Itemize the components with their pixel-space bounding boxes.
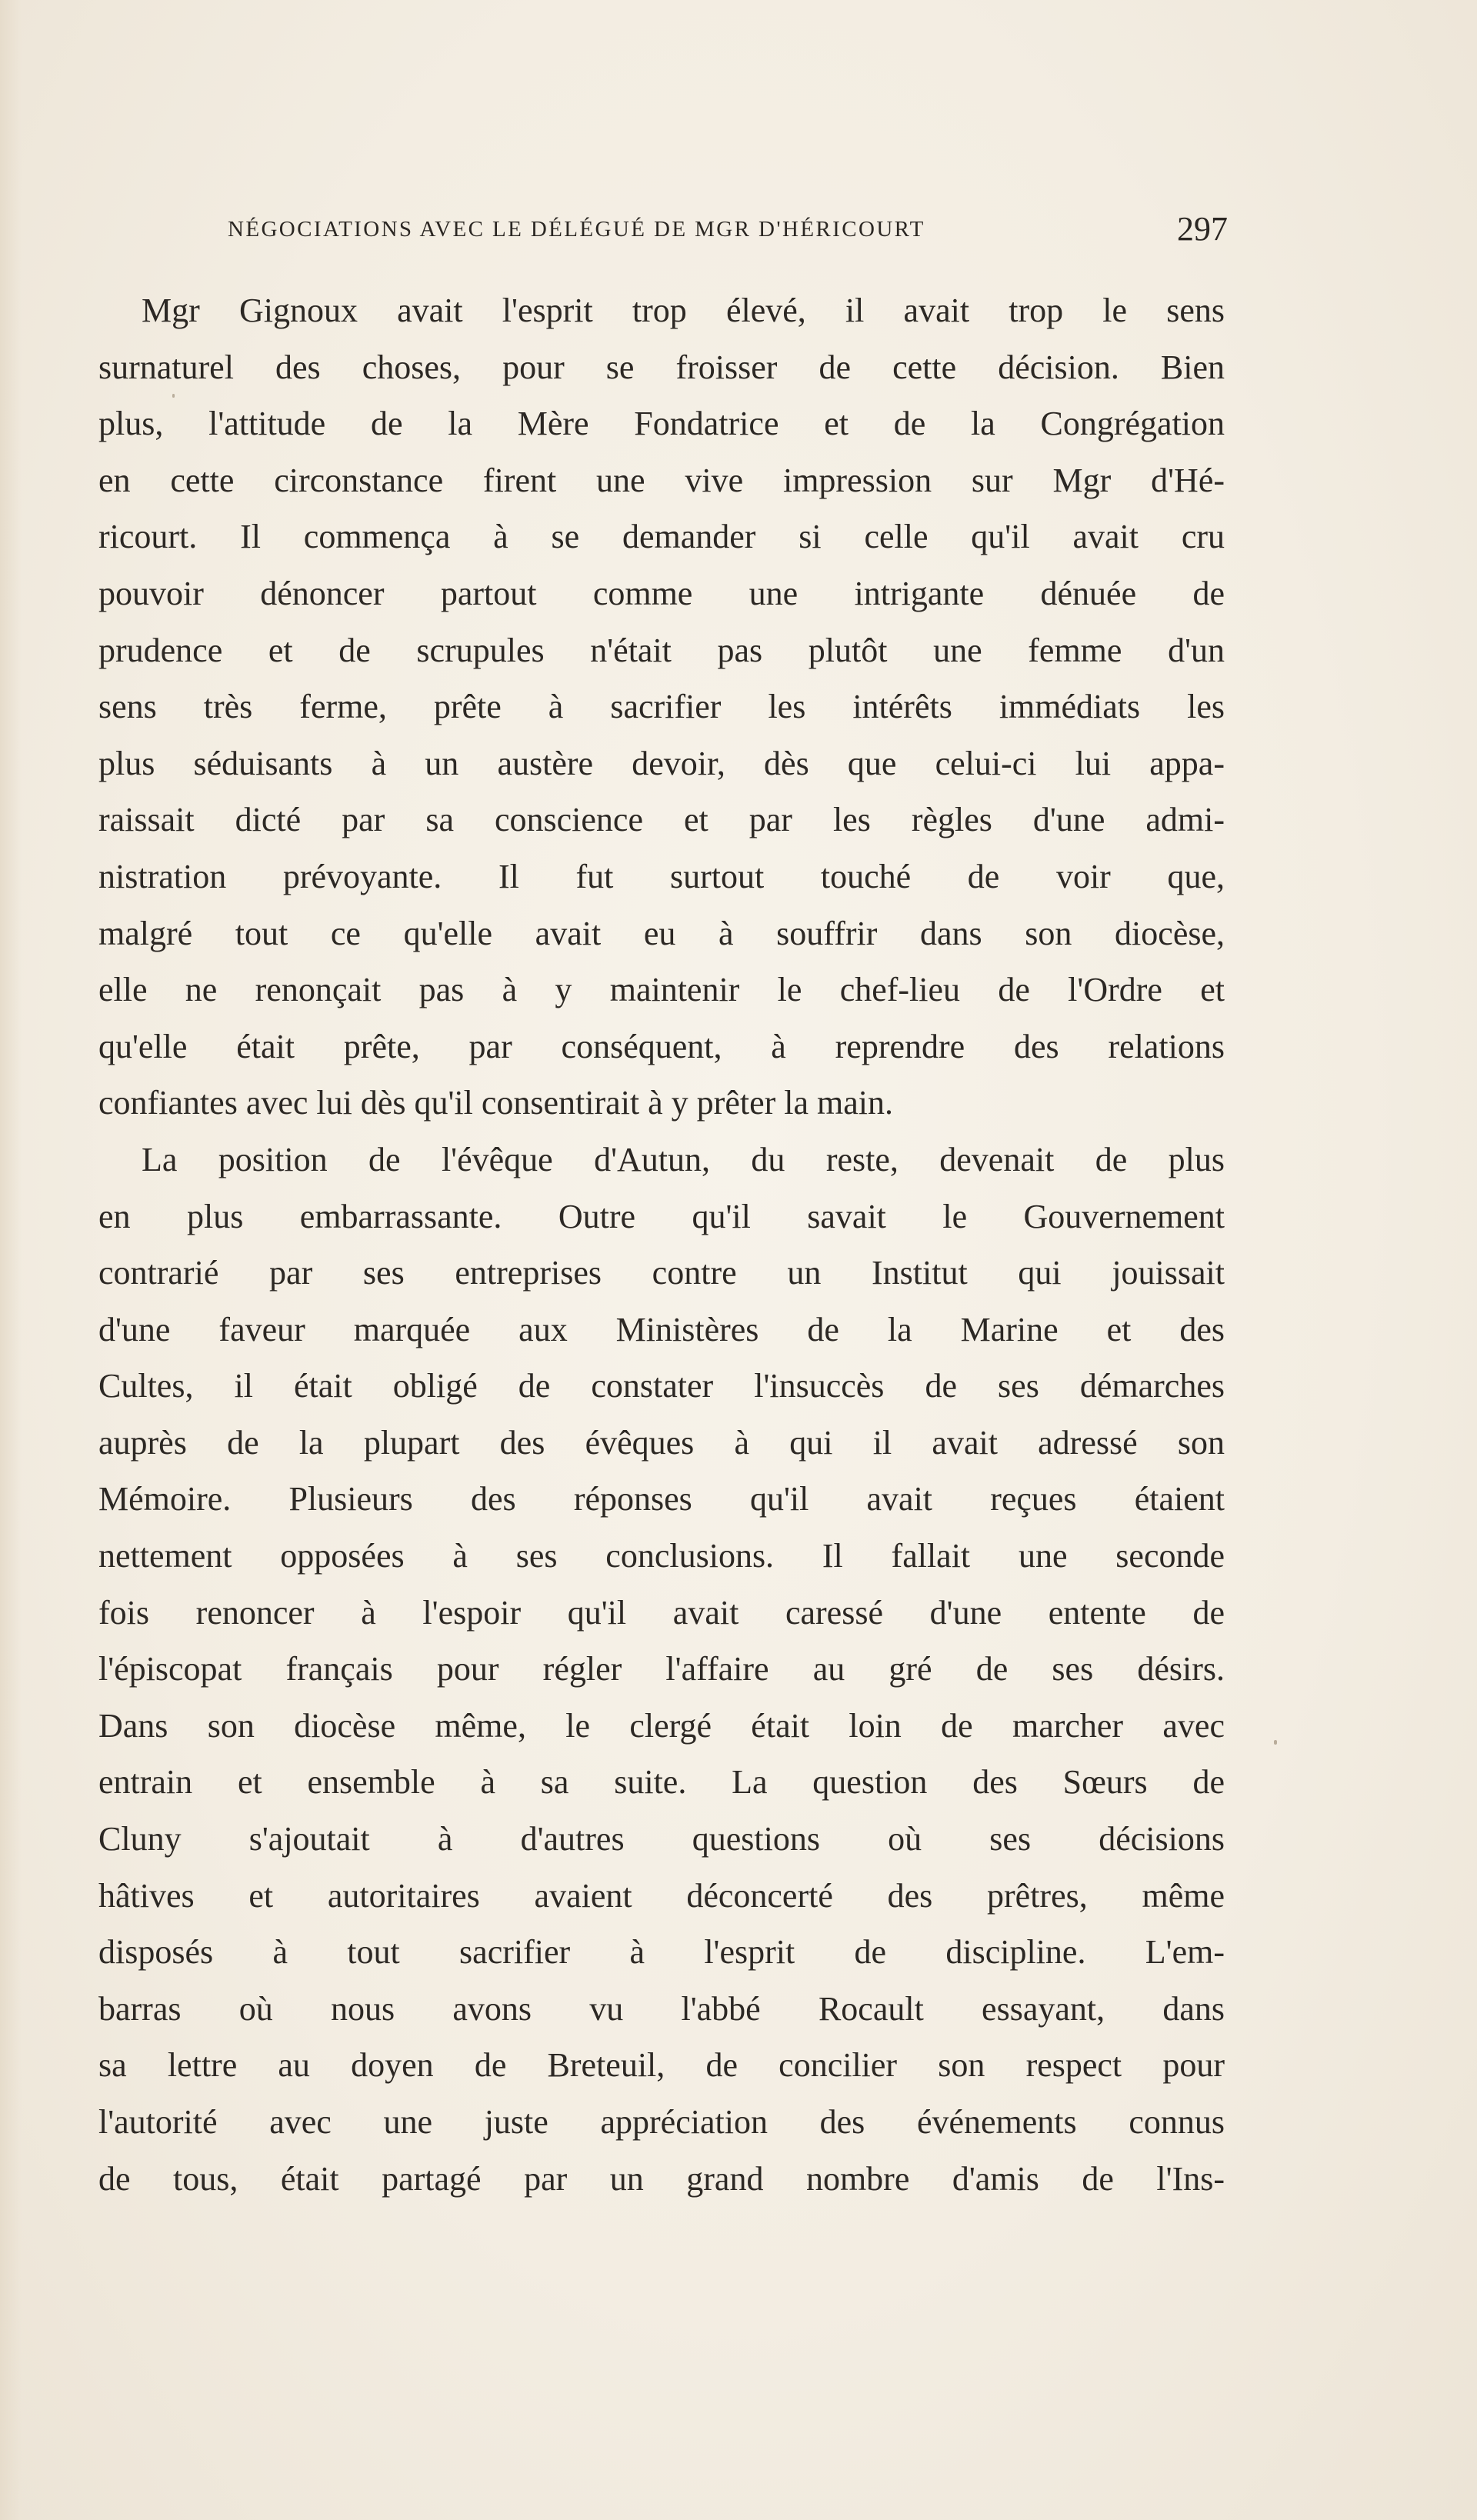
text-line: plus séduisants à un austère devoir, dès que celui-ci lui appa-: [98, 744, 1225, 782]
text-line: nistration prévoyante. Il fut surtout touché de voir que,: [98, 857, 1225, 895]
text-line: sens très ferme, prête à sacrifier les intérêts immédiats les: [98, 688, 1225, 726]
text-line: de tous, était partagé par un grand nombre d'amis de l'Ins-: [98, 2159, 1225, 2198]
text-line: en cette circonstance firent une vive impression sur Mgr d'Hé-: [98, 461, 1225, 499]
text-line: La position de l'évêque d'Autun, du reste, devenait de plus: [142, 1140, 1225, 1178]
paper-speck: [1274, 1740, 1277, 1745]
page-number: 297: [1177, 210, 1228, 248]
text-line: Mémoire. Plusieurs des réponses qu'il avait reçues étaient: [98, 1480, 1225, 1518]
running-title: NÉGOCIATIONS AVEC LE DÉLÉGUÉ DE MGR D'HÉRICOURT: [228, 217, 925, 242]
text-line: qu'elle était prête, par conséquent, à reprendre des relations: [98, 1027, 1225, 1065]
text-line: en plus embarrassante. Outre qu'il savait le Gouvernement: [98, 1197, 1225, 1235]
running-head: [228, 209, 1228, 255]
text-line: Cluny s'ajoutait à d'autres questions où ses décisions: [98, 1820, 1225, 1858]
text-line: disposés à tout sacrifier à l'esprit de discipline. L'em-: [98, 1933, 1225, 1972]
page-gutter-shadow: [0, 0, 22, 2520]
text-line: l'autorité avec une juste appréciation des événements connus: [98, 2103, 1225, 2141]
text-line: entrain et ensemble à sa suite. La question des Sœurs de: [98, 1763, 1225, 1802]
text-line: elle ne renonçait pas à y maintenir le chef-lieu de l'Ordre et: [98, 971, 1225, 1009]
text-line: d'une faveur marquée aux Ministères de la Marine et des: [98, 1310, 1225, 1348]
text-line: plus, l'attitude de la Mère Fondatrice et de la Congrégation: [98, 405, 1225, 443]
text-line: l'épiscopat français pour régler l'affaire au gré de ses désirs.: [98, 1650, 1225, 1688]
text-line: hâtives et autoritaires avaient déconcerté des prêtres, même: [98, 1876, 1225, 1915]
body-text: [98, 282, 1225, 2207]
text-line: ricourt. Il commença à se demander si celle qu'il avait cru: [98, 518, 1225, 556]
text-line: malgré tout ce qu'elle avait eu à souffrir dans son diocèse,: [98, 914, 1225, 952]
text-line: auprès de la plupart des évêques à qui il avait adressé son: [98, 1423, 1225, 1462]
paper-speck: [172, 394, 175, 398]
text-line: Cultes, il était obligé de constater l'insuccès de ses démarches: [98, 1367, 1225, 1405]
text-line: sa lettre au doyen de Breteuil, de concilier son respect pour: [98, 2046, 1225, 2085]
text-line: barras où nous avons vu l'abbé Rocault essayant, dans: [98, 1989, 1225, 2028]
text-line: Mgr Gignoux avait l'esprit trop élevé, il avait trop le sens: [142, 292, 1225, 329]
text-line: surnaturel des choses, pour se froisser de cette décision. Bien: [98, 348, 1225, 386]
text-line: contrarié par ses entreprises contre un Institut qui jouissait: [98, 1254, 1225, 1292]
text-line: Dans son diocèse même, le clergé était loin de marcher avec: [98, 1706, 1225, 1745]
text-line: prudence et de scrupules n'était pas plutôt une femme d'un: [98, 631, 1225, 669]
text-line: confiantes avec lui dès qu'il consentirait à y prêter la main.: [98, 1084, 893, 1122]
text-line: pouvoir dénoncer partout comme une intrigante dénuée de: [98, 574, 1225, 612]
text-line: fois renoncer à l'espoir qu'il avait caressé d'une entente de: [98, 1593, 1225, 1632]
text-line: raissait dicté par sa conscience et par les règles d'une admi-: [98, 801, 1225, 839]
text-line: nettement opposées à ses conclusions. Il fallait une seconde: [98, 1537, 1225, 1575]
